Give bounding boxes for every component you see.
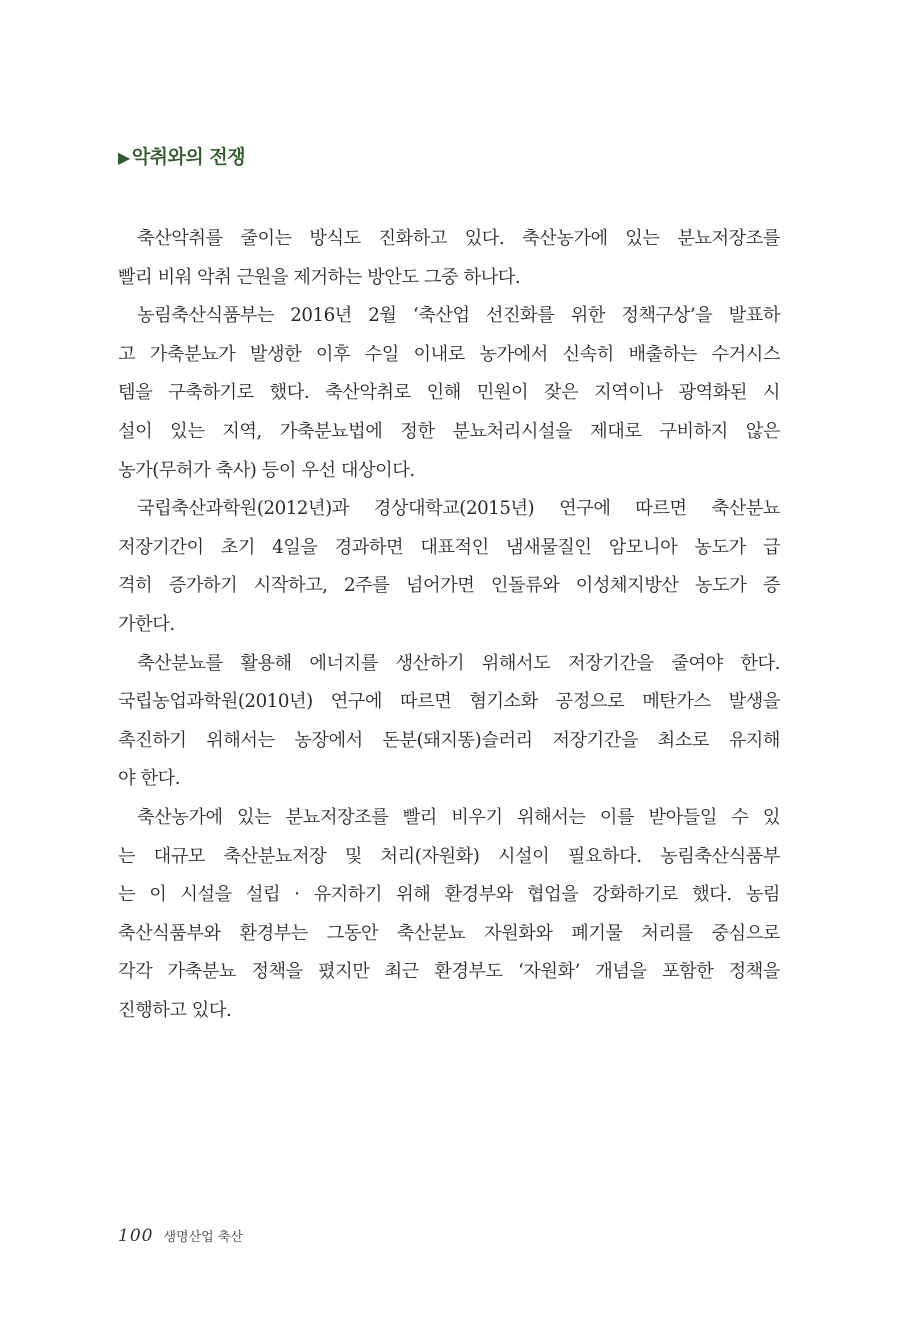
text-line: 저장기간이 초기 4일을 경과하면 대표적인 냄새물질인 암모니아 농도가 급 <box>118 536 780 558</box>
triangle-marker-icon: ▶ <box>118 148 130 167</box>
section-title: 악취와의 전쟁 <box>131 146 246 168</box>
text-line: 는 대규모 축산분뇨저장 및 처리(자원화) 시설이 필요하다. 농림축산식품부 <box>118 845 780 867</box>
page-footer <box>118 1226 243 1246</box>
text-line: 축산농가에 있는 분뇨저장조를 빨리 비우기 위해서는 이를 받아들일 수 있 <box>137 806 780 828</box>
book-title: 생명산업 축산 <box>163 1230 243 1245</box>
page-number: 100 <box>118 1226 154 1246</box>
section-heading <box>118 142 245 169</box>
text-line: 축산식품부와 환경부는 그동안 축산분뇨 자원화와 폐기물 처리를 중심으로 <box>118 922 780 944</box>
text-line: 진행하고 있다. <box>118 999 232 1021</box>
body-text <box>118 220 780 1030</box>
text-line: 빨리 비워 악취 근원을 제거하는 방안도 그중 하나다. <box>118 266 521 288</box>
text-line: 국립농업과학원(2010년) 연구에 따르면 혐기소화 공정으로 메탄가스 발생을 <box>118 691 780 713</box>
text-line: 템을 구축하기로 했다. 축산악취로 인해 민원이 잦은 지역이나 광역화된 시 <box>118 382 780 404</box>
text-line: 야 한다. <box>118 768 181 790</box>
text-line: 농림축산식품부는 2016년 2월 ‘축산업 선진화를 위한 정책구상’을 발표하 <box>137 305 780 327</box>
text-line: 촉진하기 위해서는 농장에서 돈분(돼지똥)슬러리 저장기간을 최소로 유지해 <box>118 729 780 751</box>
text-line: 각각 가축분뇨 정책을 폈지만 최근 환경부도 ‘자원화’ 개념을 포함한 정책을 <box>118 961 780 983</box>
text-line: 국립축산과학원(2012년)과 경상대학교(2015년) 연구에 따르면 축산분뇨 <box>137 498 780 520</box>
text-line: 격히 증가하기 시작하고, 2주를 넘어가면 인돌류와 이성체지방산 농도가 증 <box>118 575 780 597</box>
text-line: 는 이 시설을 설립 · 유지하기 위해 환경부와 협업을 강화하기로 했다. 농림 <box>118 884 780 906</box>
text-line: 가한다. <box>118 613 175 635</box>
text-line: 농가(무허가 축사) 등이 우선 대상이다. <box>118 459 415 481</box>
text-line: 고 가축분뇨가 발생한 이후 수일 이내로 농가에서 신속히 배출하는 수거시스 <box>118 343 780 365</box>
text-line: 축산분뇨를 활용해 에너지를 생산하기 위해서도 저장기간을 줄여야 한다. <box>137 652 780 674</box>
text-line: 설이 있는 지역, 가축분뇨법에 정한 분뇨처리시설을 제대로 구비하지 않은 <box>118 420 780 442</box>
text-line: 축산악취를 줄이는 방식도 진화하고 있다. 축산농가에 있는 분뇨저장조를 <box>137 228 780 249</box>
